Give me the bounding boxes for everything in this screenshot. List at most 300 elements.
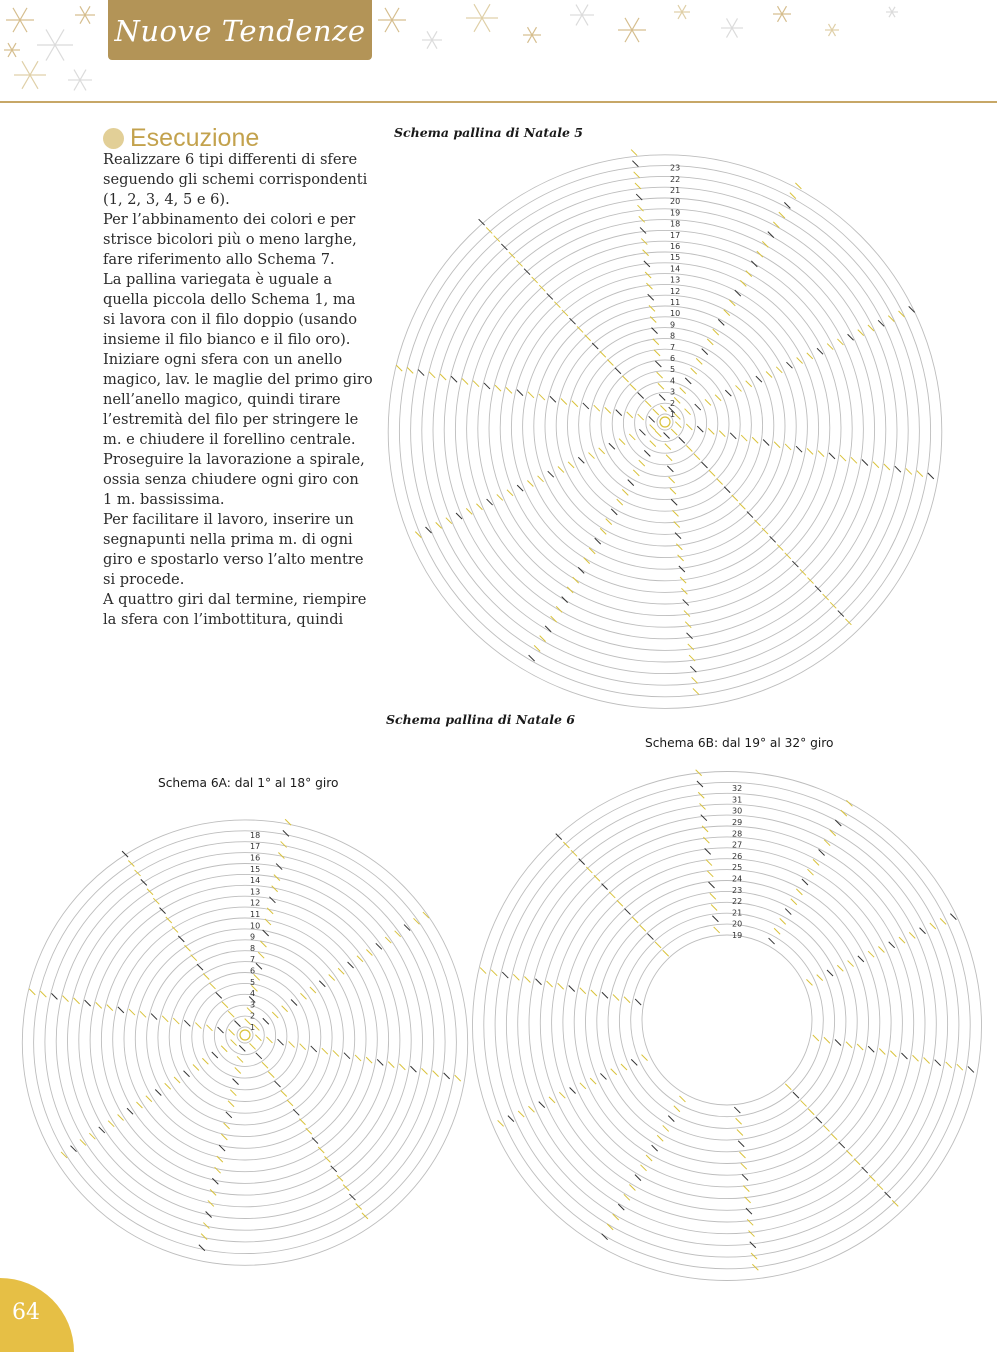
stitch-mark: [507, 490, 513, 496]
snowflake-icon: [68, 70, 92, 91]
round-ring: [506, 804, 947, 1245]
stitch-mark: [858, 330, 864, 336]
round-number-label: 10: [250, 921, 261, 931]
stitch-mark: [605, 407, 611, 413]
stitch-mark: [895, 466, 901, 472]
snowflake-arm: [385, 20, 392, 32]
snowflake-arm: [22, 75, 30, 89]
stitch-mark: [506, 387, 512, 393]
bullet-icon: [103, 128, 124, 149]
round-number-label: 19: [732, 931, 743, 940]
stitch-mark: [51, 993, 57, 999]
stitch-mark: [230, 1090, 236, 1096]
round-ring: [642, 935, 812, 1105]
stitch-mark: [647, 934, 653, 940]
snowflake-arm: [829, 24, 833, 30]
snowflake-arm: [46, 29, 55, 45]
round-ring: [124, 918, 366, 1160]
stitch-mark: [202, 1058, 208, 1064]
stitch-mark: [266, 1037, 272, 1043]
stitch-mark: [291, 999, 297, 1005]
stitch-mark: [785, 909, 791, 915]
stitch-mark: [846, 1150, 852, 1156]
stitch-mark: [590, 1078, 596, 1084]
stitch-mark: [609, 892, 615, 898]
stitch-mark: [846, 800, 852, 806]
stitch-mark: [517, 390, 523, 396]
snowflake-arm: [632, 30, 639, 42]
stitch-mark: [311, 1046, 317, 1052]
instruction-line: A quattro giri dal termine, riempire: [103, 591, 367, 608]
stitch-mark: [884, 464, 890, 470]
stitch-mark: [621, 1064, 627, 1070]
stitch-mark: [685, 622, 691, 628]
round-number-label: 21: [670, 186, 681, 195]
stitch-mark: [642, 1055, 648, 1061]
round-number-label: 18: [670, 219, 681, 229]
stitch-mark: [806, 979, 812, 985]
round-ring: [545, 306, 785, 546]
snowflake-arm: [392, 20, 399, 32]
stitch-mark: [873, 462, 879, 468]
stitch-mark: [628, 480, 634, 486]
round-ring: [192, 983, 298, 1089]
stitch-mark: [693, 688, 699, 694]
stitch-mark: [262, 1062, 268, 1068]
stitch-mark: [657, 372, 663, 378]
stitch-mark: [594, 875, 600, 881]
stitch-mark: [679, 437, 685, 443]
schema5-caption: Schema pallina di Natale 5: [394, 125, 583, 140]
stitch-mark: [185, 945, 191, 951]
round-ring: [586, 881, 869, 1164]
stitch-mark: [709, 882, 715, 888]
stitch-mark: [741, 1163, 747, 1169]
stitch-mark: [638, 414, 644, 420]
round-number-label: 2: [250, 1011, 256, 1021]
round-ring: [597, 891, 857, 1151]
stitch-mark: [129, 1009, 135, 1015]
stitch-mark: [586, 867, 592, 873]
round-ring: [574, 870, 880, 1176]
stitch-mark: [930, 923, 936, 929]
snowflake-icon: [75, 6, 95, 23]
snowflake-arm: [12, 50, 16, 57]
snowflake-arm: [13, 8, 20, 20]
stitch-mark: [868, 1046, 874, 1052]
snowflake-arm: [482, 4, 490, 18]
stitch-mark: [663, 1125, 669, 1131]
stitch-mark: [625, 909, 631, 915]
stitch-mark: [654, 350, 660, 356]
snowflake-arm: [732, 18, 738, 28]
round-number-label: 11: [670, 298, 681, 307]
stitch-mark: [429, 372, 435, 378]
stitch-mark: [550, 396, 556, 402]
stitch-mark: [678, 555, 684, 561]
round-ring: [518, 815, 937, 1234]
stitch-mark: [89, 1133, 95, 1139]
stitch-mark: [640, 227, 646, 233]
stitch-mark: [600, 1073, 606, 1079]
stitch-mark: [851, 457, 857, 463]
stitch-mark: [178, 936, 184, 942]
round-number-label: 19: [670, 208, 681, 218]
stitch-mark: [835, 1039, 841, 1045]
snowflake-arm: [427, 40, 432, 49]
stitch-mark: [256, 1053, 262, 1059]
round-ring: [388, 155, 942, 709]
stitch-mark: [631, 150, 637, 156]
snowflake-arm: [625, 18, 632, 30]
stitch-mark: [269, 897, 275, 903]
stitch-mark: [410, 1066, 416, 1072]
stitch-mark: [338, 968, 344, 974]
stitch-mark: [599, 448, 605, 454]
snowflake-arm: [8, 43, 12, 50]
stitch-mark: [663, 950, 669, 956]
snowflake-arm: [625, 30, 632, 42]
stitch-mark: [675, 422, 681, 428]
stitch-mark: [580, 988, 586, 994]
stitch-mark: [633, 470, 639, 476]
page-number: 64: [12, 1300, 40, 1325]
stitch-mark: [641, 239, 647, 245]
stitch-mark: [653, 409, 659, 415]
snowflake-arm: [80, 6, 85, 15]
stitch-mark: [609, 443, 615, 449]
snowflake-icon: [523, 27, 541, 43]
stitch-mark: [250, 1043, 256, 1049]
snowflake-icon: [6, 8, 34, 32]
stitch-mark: [690, 666, 696, 672]
round-number-label: 25: [732, 863, 743, 873]
stitch-mark: [278, 1039, 284, 1045]
stitch-mark: [837, 965, 843, 971]
stitch-mark: [848, 961, 854, 967]
schema5-diagram: [410, 140, 950, 700]
stitch-mark: [281, 841, 287, 847]
header-rule: [0, 101, 997, 103]
stitch-mark: [741, 435, 747, 441]
stitch-mark: [655, 361, 661, 367]
stitch-mark: [924, 1057, 930, 1063]
round-number-label: 32: [732, 784, 743, 794]
stitch-mark: [801, 1100, 807, 1106]
stitch-mark: [573, 577, 579, 583]
stitch-mark: [184, 1071, 190, 1077]
stitch-mark: [742, 1174, 748, 1180]
stitch-mark: [695, 404, 701, 410]
instruction-line: nell’anello magico, quindi tirare: [103, 391, 341, 408]
schema6a-diagram: [25, 810, 465, 1260]
round-ring: [601, 360, 729, 488]
round-number-label: 10: [670, 309, 681, 319]
stitch-mark: [868, 951, 874, 957]
round-number-label: 5: [250, 977, 256, 987]
stitch-mark: [267, 908, 273, 914]
stitch-mark: [686, 424, 692, 430]
stitch-mark: [237, 1056, 243, 1062]
stitch-mark: [231, 1040, 237, 1046]
stitch-mark: [40, 991, 46, 997]
stitch-mark: [310, 987, 316, 993]
schema6b-caption: Schema 6B: dal 19° al 32° giro: [645, 736, 834, 750]
round-ring: [34, 831, 457, 1254]
stitch-mark: [239, 1045, 245, 1051]
stitch-mark: [664, 433, 670, 439]
stitch-mark: [752, 437, 758, 443]
stitch-mark: [602, 992, 608, 998]
stitch-mark: [440, 374, 446, 380]
stitch-mark: [792, 561, 798, 567]
stitch-mark: [869, 1175, 875, 1181]
stitch-mark: [655, 431, 661, 437]
schema6-caption: Schema pallina di Natale 6: [386, 712, 575, 727]
round-number-label: 16: [670, 242, 681, 251]
stitch-mark: [940, 918, 946, 924]
snowflake-arm: [889, 7, 892, 12]
stitch-mark: [639, 460, 645, 466]
stitch-mark: [585, 335, 591, 341]
instruction-line: segnapunti nella prima m. di ogni: [103, 531, 353, 548]
stitch-mark: [928, 473, 934, 479]
snowflake-icon: [422, 31, 442, 48]
section-heading-text: Esecuzione: [130, 123, 260, 152]
stitch-mark: [619, 439, 625, 445]
stitch-mark: [717, 479, 723, 485]
snowflake-arm: [427, 31, 432, 40]
snowflake-arm: [85, 6, 90, 15]
stitch-mark: [293, 1109, 299, 1115]
stitch-mark: [501, 244, 507, 250]
instruction-line: Iniziare ogni sfera con un anello: [103, 351, 343, 368]
stitch-mark: [212, 1178, 218, 1184]
stitch-mark: [746, 381, 752, 387]
stitch-mark: [808, 1109, 814, 1115]
round-number-label: 8: [670, 331, 676, 341]
instruction-line: insieme il filo bianco e il filo oro).: [103, 331, 351, 348]
stitch-mark: [591, 990, 597, 996]
stitch-mark: [694, 454, 700, 460]
schema6a-caption: Schema 6A: dal 1° al 18° giro: [158, 776, 339, 790]
stitch-mark: [319, 981, 325, 987]
header-title: Nuove Tendenze: [114, 14, 366, 48]
stitch-mark: [817, 975, 823, 981]
stitch-mark: [818, 451, 824, 457]
snowflake-icon: [14, 61, 46, 89]
stitch-mark: [559, 1092, 565, 1098]
round-number-label: 8: [250, 943, 256, 953]
stitch-mark: [140, 1011, 146, 1017]
round-ring: [181, 973, 310, 1102]
round-number-label: 14: [250, 876, 261, 886]
stitch-mark: [674, 413, 680, 419]
stitch-mark: [451, 376, 457, 382]
stitch-mark: [748, 1231, 754, 1237]
snowflake-arm: [74, 80, 80, 90]
stitch-mark: [796, 446, 802, 452]
round-ring: [623, 382, 706, 465]
snowflake-arm: [20, 20, 27, 32]
stitch-mark: [539, 1102, 545, 1108]
stitch-mark: [839, 1142, 845, 1148]
round-ring: [567, 328, 762, 523]
stitch-mark: [203, 974, 209, 980]
stitch-mark: [197, 964, 203, 970]
stitch-mark: [766, 371, 772, 377]
round-number-label: 5: [670, 365, 676, 375]
round-number-label: 20: [670, 197, 681, 207]
stitch-mark: [653, 339, 659, 345]
stitch-mark: [668, 1116, 674, 1122]
stitch-mark: [611, 1069, 617, 1075]
stitch-mark: [786, 362, 792, 368]
stitch-mark: [289, 1041, 295, 1047]
stitch-mark: [747, 512, 753, 518]
round-number-label: 7: [670, 342, 676, 352]
stitch-mark: [229, 1029, 235, 1035]
stitch-mark: [671, 429, 677, 435]
stitch-mark: [657, 1135, 663, 1141]
stitch-mark: [299, 1119, 305, 1125]
instruction-line: la sfera con l’imbottitura, quindi: [103, 611, 344, 628]
stitch-mark: [524, 977, 530, 983]
snowflake-arm: [22, 61, 30, 75]
page-header: [0, 0, 997, 104]
round-number-label: 4: [670, 376, 676, 386]
stitch-mark: [711, 904, 717, 910]
stitch-mark: [670, 488, 676, 494]
stitch-mark: [659, 394, 665, 400]
snowflake-arm: [532, 27, 537, 35]
round-number-label: 4: [250, 989, 256, 999]
stitch-mark: [793, 1092, 799, 1098]
round-number-label: 12: [670, 286, 681, 296]
stitch-mark: [831, 1134, 837, 1140]
stitch-mark: [899, 937, 905, 943]
stitch-mark: [631, 1059, 637, 1065]
stitch-mark: [174, 1077, 180, 1083]
stitch-mark: [638, 392, 644, 398]
stitch-mark: [287, 1100, 293, 1106]
stitch-mark: [193, 1065, 199, 1071]
round-ring: [579, 338, 752, 511]
stitch-mark: [674, 397, 680, 403]
stitch-mark: [906, 468, 912, 474]
stitch-mark: [730, 433, 736, 439]
round-number-label: 2: [670, 398, 676, 408]
instruction-line: Per l’abbinamento dei colori e per: [103, 211, 356, 228]
stitch-mark: [561, 398, 567, 404]
stitch-mark: [700, 803, 706, 809]
instruction-line: Per facilitare il lavoro, inserire un: [103, 511, 354, 528]
snowflake-arm: [727, 28, 733, 38]
stitch-mark: [629, 434, 635, 440]
stitch-mark: [669, 477, 675, 483]
stitch-mark: [746, 271, 752, 277]
stitch-mark: [263, 1018, 269, 1024]
snowflake-arm: [474, 4, 482, 18]
round-number-label: 9: [670, 320, 676, 330]
stitch-mark: [920, 928, 926, 934]
stitch-mark: [968, 1066, 974, 1072]
instruction-line: 1 m. bassissima.: [103, 491, 225, 508]
magic-ring: [660, 417, 670, 427]
stitch-mark: [776, 367, 782, 373]
round-ring: [495, 793, 959, 1257]
snowflake-arm: [678, 12, 682, 19]
stitch-mark: [568, 462, 574, 468]
stitch-mark: [743, 1186, 749, 1192]
stitch-mark: [539, 285, 545, 291]
stitch-mark: [151, 1014, 157, 1020]
snowflake-decoration-right: [372, 0, 997, 60]
stitch-mark: [558, 983, 564, 989]
stitch-mark: [191, 955, 197, 961]
stitch-mark: [691, 368, 697, 374]
snowflake-arm: [892, 7, 895, 12]
round-number-label: 27: [732, 840, 743, 850]
stitch-mark: [209, 983, 215, 989]
stitch-mark: [528, 1106, 534, 1112]
stitch-mark: [957, 1064, 963, 1070]
stitch-mark: [774, 928, 780, 934]
stitch-mark: [719, 431, 725, 437]
snowflake-icon: [825, 24, 839, 36]
stitch-mark: [206, 1025, 212, 1031]
round-ring: [45, 842, 445, 1242]
snowflake-arm: [892, 12, 895, 17]
stitch-mark: [228, 1011, 234, 1017]
stitch-mark: [644, 450, 650, 456]
round-ring: [147, 940, 344, 1137]
stitch-mark: [737, 1130, 743, 1136]
snowflake-arm: [13, 20, 20, 32]
stitch-mark: [824, 1037, 830, 1043]
instruction-line: l’estremità del filo per stringere le: [103, 411, 359, 428]
stitch-mark: [306, 1128, 312, 1134]
stitch-mark: [785, 444, 791, 450]
stitch-mark: [300, 993, 306, 999]
stitch-mark: [548, 471, 554, 477]
stitch-mark: [697, 426, 703, 432]
snowflake-arm: [46, 45, 55, 61]
round-ring: [563, 859, 891, 1187]
stitch-mark: [607, 359, 613, 365]
stitch-mark: [275, 1081, 281, 1087]
stitch-mark: [578, 457, 584, 463]
round-ring: [619, 913, 834, 1128]
stitch-mark: [858, 956, 864, 962]
stitch-mark: [666, 455, 672, 461]
round-number-label: 15: [670, 253, 681, 263]
stitch-mark: [268, 1072, 274, 1078]
snowflake-arm: [889, 12, 892, 17]
instruction-line: Realizzare 6 tipi differenti di sfere: [103, 151, 358, 168]
stitch-mark: [513, 974, 519, 980]
stitch-mark: [648, 294, 654, 300]
snowflake-arm: [576, 5, 582, 15]
stitch-mark: [650, 425, 656, 431]
instruction-line: (1, 2, 3, 4, 5 e 6).: [103, 191, 230, 208]
stitch-mark: [712, 916, 718, 922]
stitch-mark: [878, 946, 884, 952]
stitch-mark: [535, 979, 541, 985]
stitch-mark: [162, 1016, 168, 1022]
snowflake-icon: [378, 8, 406, 32]
snowflake-arm: [482, 18, 490, 32]
